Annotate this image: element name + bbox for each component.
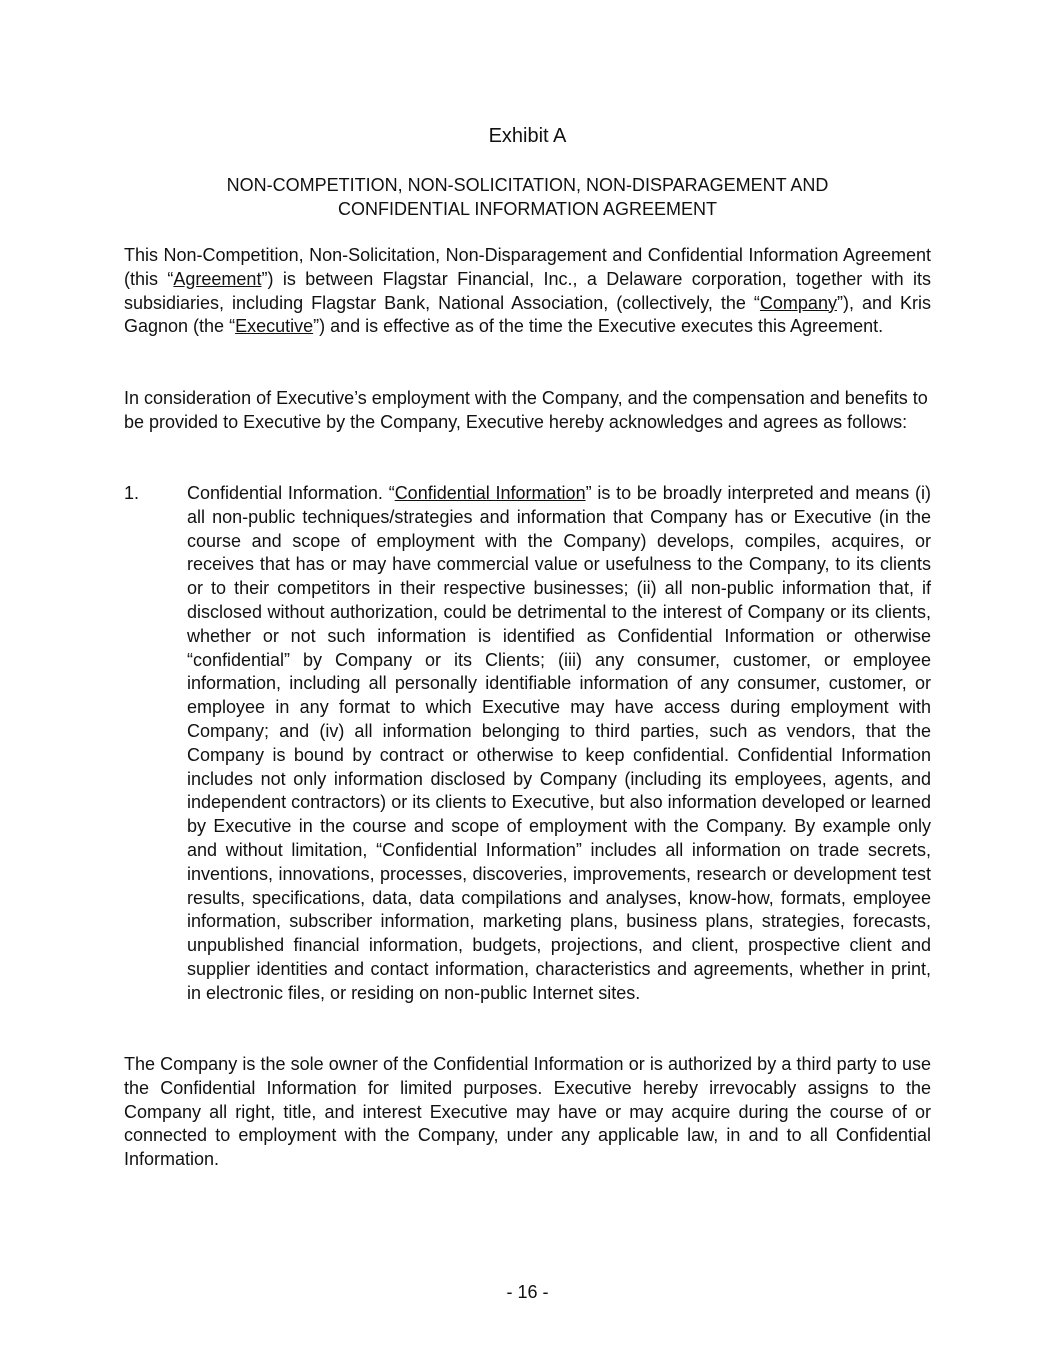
defined-term-executive: Executive	[235, 316, 314, 337]
section-1-number: 1.	[124, 483, 140, 503]
ownership-paragraph: The Company is the sole owner of the Confidential Information or is authorized by a third party to use the Confidential Information for limited purposes. Executive hereby irrevocably assigns to the Company all right, title, and interest Executive may have or may acquire during the course of or connected to employment with the Company, under any applicable law, in and to all Confidential Information.	[124, 1054, 931, 1170]
intro-paragraph	[124, 244, 931, 339]
agreement-heading-line-1: NON-COMPETITION, NON-SOLICITATION, NON-DISPARAGEMENT AND	[226, 175, 829, 195]
defined-term-agreement: Agreement	[173, 268, 262, 289]
section-1-heading: Confidential Information.	[187, 483, 383, 503]
intro-text-4: ”) and is effective as of the time the Executive executes this Agreement.	[313, 316, 884, 337]
section-1-body	[187, 482, 931, 1006]
consideration-paragraph: In consideration of Executive’s employment with the Company, and the compensation and benefits to be provided to Executive by the Company, Executive hereby acknowledges and agrees as follows:	[124, 388, 928, 432]
exhibit-title: Exhibit A	[488, 125, 567, 147]
section-1-quote-open: “	[382, 483, 395, 503]
page-number: - 16 -	[506, 1282, 549, 1302]
defined-term-company: Company	[759, 292, 837, 313]
agreement-heading	[124, 173, 931, 221]
defined-term-confidential-information: Confidential Information	[394, 483, 586, 503]
intro-text-3: ”), and Kris Gagnon (the “	[124, 292, 931, 337]
agreement-heading-line-2: CONFIDENTIAL INFORMATION AGREEMENT	[337, 199, 718, 219]
intro-text-1: This Non-Competition, Non-Solicitation, Non-Disparagement and Confidential Information Agreement (this “	[124, 245, 931, 289]
section-1-text: ” is to be broadly interpreted and means (i) all non-public techniques/strategies and information that Company has or Executive (in the course and scope of employment with the Company) develops, compiles, acquires, or receives that has or may have commercial value or usefulness to the Company, to its clients or to their competitors in their respective businesses; (ii) all non-public information that, if disclosed without authorization, could be detrimental to the interest of Company or its clients, whether or not such information is identified as Confidential Information or otherwise “confidential” by Company or its Clients; (iii) any consumer, customer, or employee information, including all personally identifiable information of any consumer, customer, or employee in any format to which Executive may have access during employment with Company; and (iv) all information belonging to third parties, such as vendors, that the Company is bound by contract or otherwise to keep confidential. Confidential Information includes not only information disclosed by Company (including its employees, agents, and independent contractors) or its clients to Executive, but also information developed or learned by Executive in the course and scope of employment with the Company. By example only and without limitation, “Confidential Information” includes all information on trade secrets, inventions, innovations, processes, discoveries, improvements, research or development test results, specifications, data, data compilations and analyses, know-how, formats, employee information, subscriber information, marketing plans, business plans, strategies, forecasts, unpublished financial information, budgets, projections, and client, prospective client and supplier identities and contact information, characteristics and agreements, whether in print, in electronic files, or residing on non-public Internet sites.	[187, 483, 932, 1003]
intro-text-2: ”) is between Flagstar Financial, Inc., a Delaware corporation, together with its subsidiaries, including Flagstar Bank, National Association, (collectively, the “	[124, 268, 932, 313]
